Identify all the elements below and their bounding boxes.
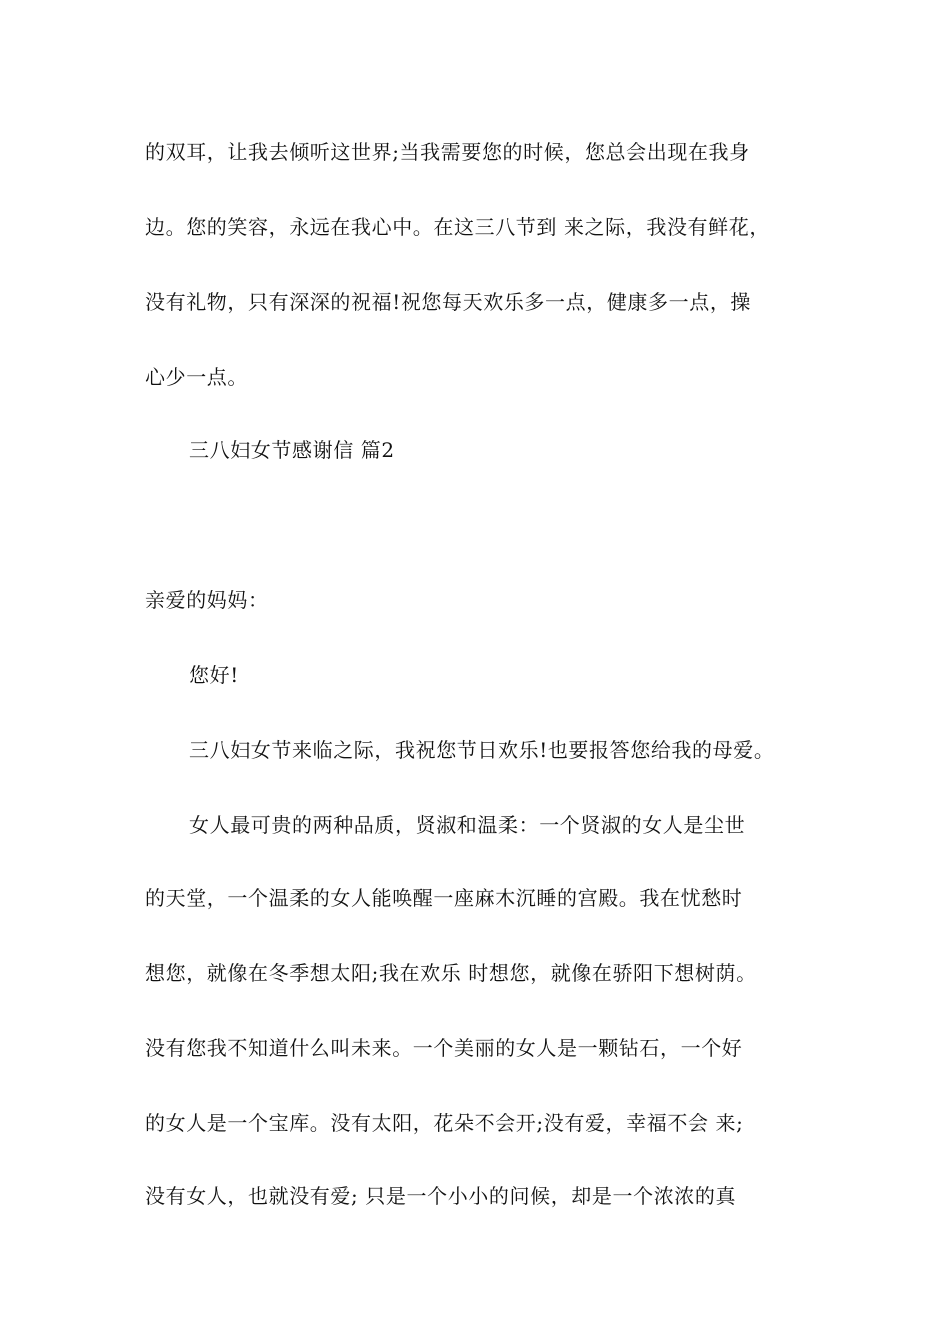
greeting: 您好! xyxy=(189,663,239,687)
paragraph-line: 的天堂，一个温柔的女人能唤醒一座麻木沉睡的宫殿。我在忧愁时 xyxy=(145,886,743,910)
paragraph-line: 女人最可贵的两种品质，贤淑和温柔：一个贤淑的女人是尘世 xyxy=(189,813,746,837)
paragraph-line: 三八妇女节来临之际，我祝您节日欢乐!也要报答您给我的母爱。 xyxy=(189,738,775,762)
paragraph-line: 没有礼物，只有深深的祝福!祝您每天欢乐多一点，健康多一点，操 xyxy=(145,290,752,314)
paragraph-line: 没有您我不知道什么叫未来。一个美丽的女人是一颗钻石，一个好 xyxy=(145,1036,743,1060)
paragraph-line: 心少一点。 xyxy=(145,365,248,389)
paragraph-line: 的双耳，让我去倾听这世界;当我需要您的时候，您总会出现在我身 xyxy=(145,140,750,164)
paragraph-line: 的女人是一个宝库。没有太阳，花朵不会开;没有爱，幸福不会 来; xyxy=(145,1111,744,1135)
paragraph-line: 边。您的笑容，永远在我心中。在这三八节到 来之际，我没有鲜花， xyxy=(145,215,770,239)
paragraph-line: 想您，就像在冬季想太阳;我在欢乐 时想您，就像在骄阳下想树荫。 xyxy=(145,961,757,985)
salutation: 亲爱的妈妈： xyxy=(145,588,269,612)
paragraph-line: 没有女人，也就没有爱; 只是一个小小的问候，却是一个浓浓的真 xyxy=(145,1184,737,1208)
section-heading: 三八妇女节感谢信 篇2 xyxy=(189,438,395,462)
